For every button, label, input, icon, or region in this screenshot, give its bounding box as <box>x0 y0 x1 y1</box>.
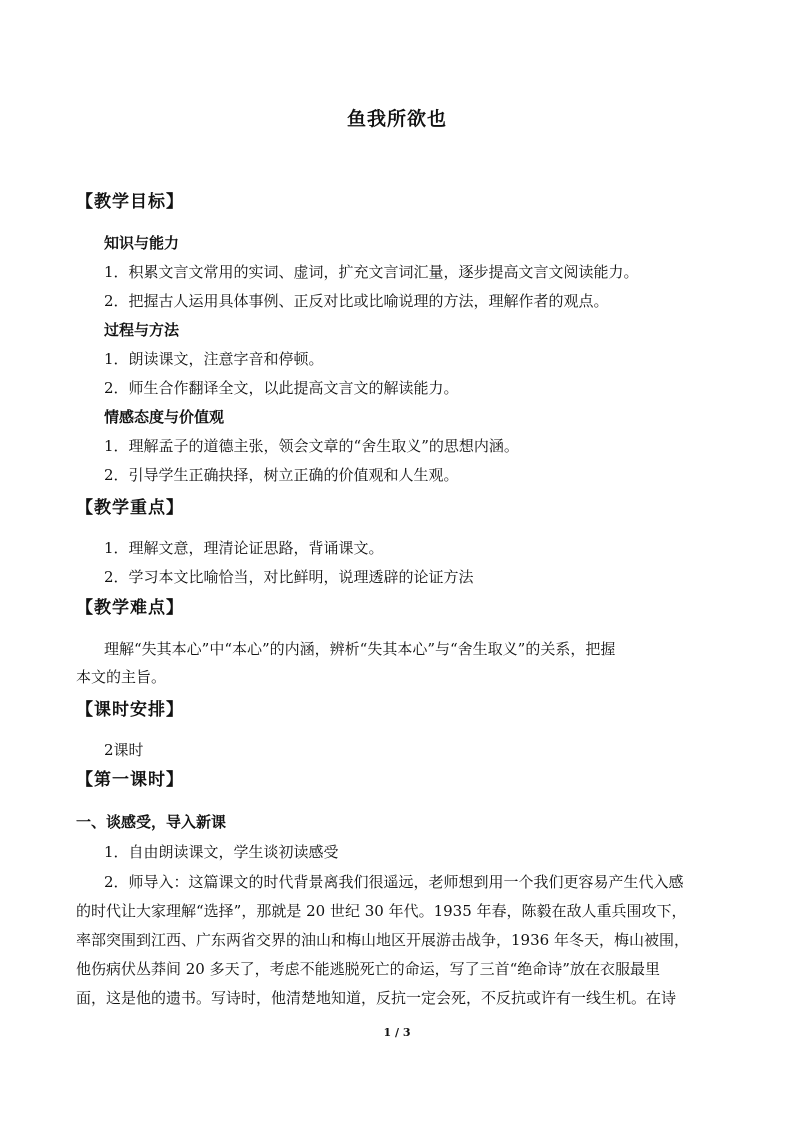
section-heading-schedule: 【课时安排】 <box>76 700 184 720</box>
goal-knowledge-item-2: 2．把握古人运用具体事例、正反对比或比喻说理的方法，理解作者的观点。 <box>104 292 609 310</box>
lesson-item-1: 1．自由朗读课文，学生谈初读感受 <box>104 843 339 861</box>
goal-knowledge-item-1: 1．积累文言文常用的实词、虚词，扩充文言词汇量，逐步提高文言文阅读能力。 <box>104 263 639 281</box>
schedule-text: 2课时 <box>104 741 144 759</box>
goal-process-item-1: 1．朗读课文，注意字音和停顿。 <box>104 350 324 368</box>
lesson-item-2-line-5: 面，这是他的遗书。写诗时，他清楚地知道，反抗一定会死，不反抗或许有一线生机。在诗 <box>76 989 677 1007</box>
lesson-item-2-line-4: 他伤病伏丛莽间 20 多天了，考虑不能逃脱死亡的命运，写了三首“绝命诗”放在衣服最里 <box>76 960 660 978</box>
lesson-item-2-line-2: 的时代让大家理解“选择”，那就是 20 世纪 30 年代。1935 年春，陈毅在敌人重兵围攻下， <box>76 902 687 920</box>
page-title: 鱼我所欲也 <box>346 108 447 130</box>
key-point-item-2: 2．学习本文比喻恰当，对比鲜明，说理透辟的论证方法 <box>104 568 474 586</box>
subheading-knowledge: 知识与能力 <box>104 234 180 252</box>
page-number: 1 / 3 <box>383 1026 411 1039</box>
lesson-item-2-line-3: 率部突围到江西、广东两省交界的油山和梅山地区开展游击战争，1936 年冬天，梅山被围， <box>76 931 689 949</box>
difficulty-line-1: 理解“失其本心”中“本心”的内涵，辨析“失其本心”与“舍生取义”的关系，把握 <box>104 640 616 658</box>
subheading-emotion: 情感态度与价值观 <box>104 408 225 426</box>
difficulty-line-2: 本文的主旨。 <box>76 668 167 686</box>
section-heading-difficulties: 【教学难点】 <box>76 598 184 618</box>
goal-emotion-item-2: 2．引导学生正确抉择，树立正确的价值观和人生观。 <box>104 466 459 484</box>
section-heading-first-lesson: 【第一课时】 <box>76 770 184 790</box>
section-heading-key-points: 【教学重点】 <box>76 498 184 518</box>
goal-process-item-2: 2．师生合作翻译全文，以此提高文言文的解读能力。 <box>104 379 459 397</box>
goal-emotion-item-1: 1．理解孟子的道德主张，领会文章的“舍生取义”的思想内涵。 <box>104 437 519 455</box>
key-point-item-1: 1．理解文意，理清论证思路，背诵课文。 <box>104 539 384 557</box>
subheading-process: 过程与方法 <box>104 321 180 339</box>
lesson-item-2-line-1: 2．师导入：这篇课文的时代背景离我们很遥远，老师想到用一个我们更容易产生代入感 <box>104 873 684 891</box>
part-title: 一、谈感受，导入新课 <box>76 813 227 831</box>
section-heading-goals: 【教学目标】 <box>76 192 184 212</box>
